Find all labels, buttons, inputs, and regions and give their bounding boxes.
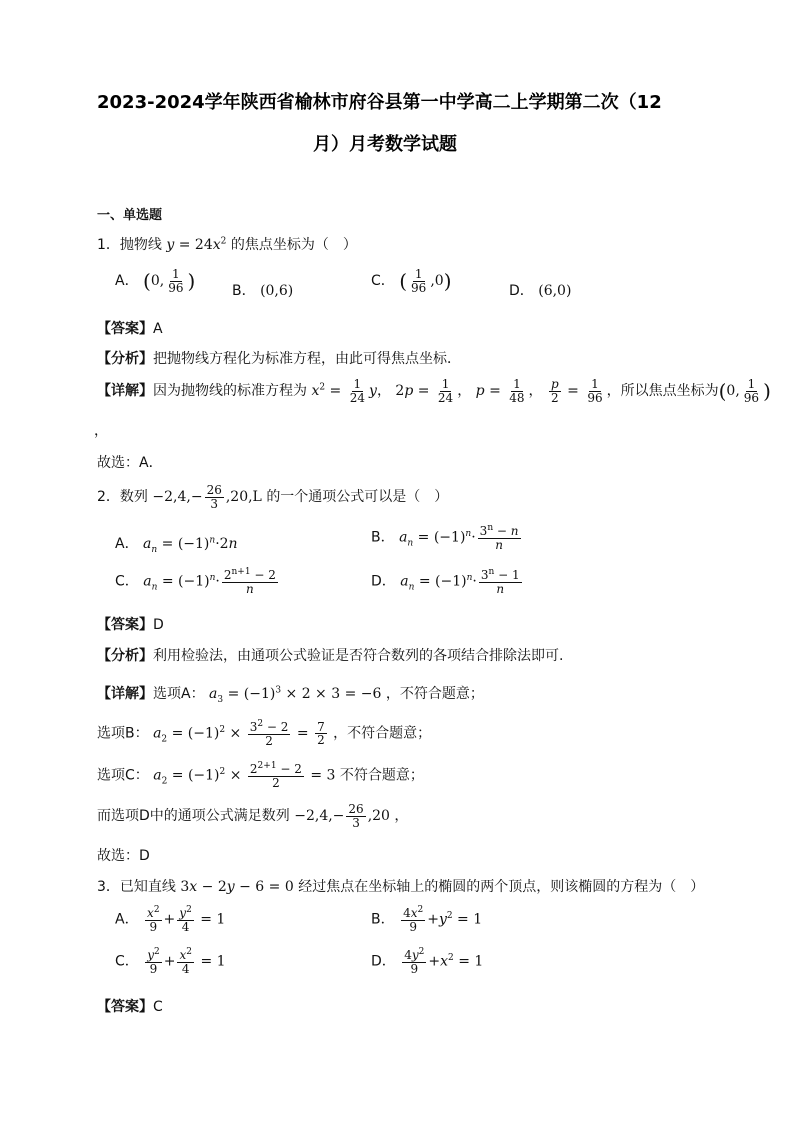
question-3-option-c: C． $\frac{y^2}{9}$ + $\frac{x^2}{4}$ = 1 [115,947,226,976]
question-2-detail-a: 【详解】选项A： $a_3 = (-1)^3 \times 2 \times 3 = -6$ ，不符合题意； [97,685,484,705]
question-1-stem: 1．抛物线 $y = 24x^2$ 的焦点坐标为（ ） [97,236,357,253]
question-1-detail: 【详解】因为抛物线的标准方程为 $x^2$ = $\frac{1}{24}$ y， 2p = $\frac{1}{24}$ ， p = $\frac{1}{48}$ ， $\frac{p}{2}$ = $\frac{1}{96}$ ，所以焦点坐标为(0, $\frac{1}{96}$ ) [97,377,771,405]
question-1-trailing-comma: ， [94,423,108,439]
question-1-option-a: A． (0, $\frac{1}{96}$ ) [115,267,196,295]
page-title-line-2: 月）月考数学试题 [313,134,457,155]
question-3-option-a: A． $\frac{x^2}{9}$ + $\frac{y^2}{4}$ = 1 [115,905,226,934]
question-2-answer: 【答案】D [97,617,164,633]
question-2-conclusion: 故选：D [97,848,150,864]
page-title-line-1: 2023-2024学年陕西省榆林市府谷县第一中学高二上学期第二次（12 [97,92,662,113]
question-2-detail-d: 而选项D中的通项公式满足数列 −2,4,− $\frac{26}{3}$ ,20 ， [97,802,409,830]
question-2-option-a: A． $a_n = (-1)^n\cdot 2n$ [115,535,238,555]
math-formula: y [166,237,175,253]
question-2-option-b: B． $a_n = (-1)^n\cdot$ $\frac{3^n - n}{n}$ [371,523,519,552]
section-title: 一、单选题 [97,208,163,223]
question-1-analysis: 【分析】把抛物线方程化为标准方程，由此可得焦点坐标． [97,351,461,367]
question-2-detail-b: 选项B： $a_2 = (-1)^2$ × $\frac{3^2 - 2}{2}$ = $\frac{7}{2}$ ，不符合题意； [97,719,432,748]
question-2-stem: 2．数列 −2,4,− $\frac{26}{3}$ ,20,L 的一个通项公式可以是（ ） [97,483,449,511]
question-3-option-b: B． $\frac{4x^2}{9}$ $+y^2 = 1$ [371,905,483,934]
question-3-option-d: D． $\frac{4y^2}{9}$ $+x^2 = 1$ [371,947,484,976]
question-2-detail-c: 选项C： $a_2 = (-1)^2$ × $\frac{2^{2+1} - 2}{2}$ = 3 不符合题意； [97,761,424,790]
question-2-option-c: C． $a_n = (-1)^n\cdot$ $\frac{2^{n+1} - 2}{n}$ [115,567,276,596]
question-1-option-b: B． (0,6) [232,283,294,299]
question-1-answer: 【答案】A [97,321,163,337]
question-2-option-d: D． $a_n = (-1)^n\cdot$ $\frac{3^n - 1}{n}$ [371,567,520,596]
question-1-option-c: C． ( $\frac{1}{96}$ ,0) [371,267,452,295]
question-2-analysis: 【分析】利用检验法，由通项公式验证是否符合数列的各项结合排除法即可. [97,648,564,664]
question-3-answer: 【答案】C [97,999,163,1015]
question-3-stem: 3．已知直线 3x − 2y − 6 = 0 经过焦点在坐标轴上的椭圆的两个顶点，则该椭圆的方程为（ ） [97,879,705,895]
question-1-option-d: D． (6,0) [509,283,572,299]
question-number: 1． [97,237,120,253]
question-1-conclusion: 故选：A． [97,455,163,471]
